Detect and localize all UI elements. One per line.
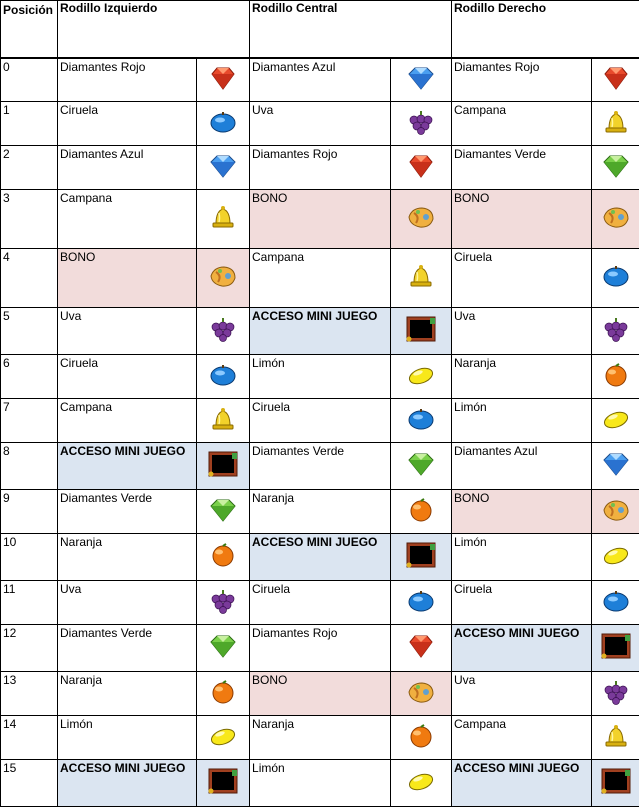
bonus-icon [601, 203, 631, 231]
red-diamond-icon [406, 152, 436, 180]
symbol-label: Diamantes Verde [60, 626, 152, 640]
bell-icon [406, 262, 436, 290]
symbol-label: Limón [454, 400, 487, 414]
grape-icon [208, 315, 238, 343]
mini-game-icon [208, 450, 238, 478]
table-row [1, 672, 639, 716]
right-reel-symbol-cell [452, 490, 592, 534]
symbol-label: ACCESO MINI JUEGO [454, 761, 579, 775]
symbol-label: Ciruela [454, 250, 492, 264]
symbol-label: Naranja [60, 673, 102, 687]
position-cell: 2 [1, 146, 58, 190]
red-diamond-icon [601, 64, 631, 92]
right-reel-icon-cell [592, 146, 639, 190]
left-reel-icon-cell [197, 58, 250, 102]
right-reel-symbol-cell [452, 399, 592, 443]
symbol-label: Uva [252, 103, 273, 117]
right-reel-icon-cell [592, 443, 639, 490]
left-reel-symbol-cell [58, 760, 197, 807]
symbol-label: Ciruela [252, 582, 290, 596]
center-reel-icon-cell [391, 355, 452, 399]
left-reel-icon-cell [197, 249, 250, 308]
left-reel-symbol-cell [58, 581, 197, 625]
symbol-label: BONO [454, 191, 489, 205]
table-row [1, 534, 639, 581]
center-reel-icon-cell [391, 102, 452, 146]
position-cell: 9 [1, 490, 58, 534]
position-cell: 15 [1, 760, 58, 807]
plum-icon [208, 108, 238, 136]
center-reel-icon-cell [391, 58, 452, 102]
lemon-icon [406, 767, 436, 795]
center-reel-symbol-cell [250, 672, 391, 716]
left-reel-symbol-cell [58, 672, 197, 716]
left-reel-icon-cell [197, 581, 250, 625]
left-reel-icon-cell [197, 399, 250, 443]
symbol-label: Uva [60, 582, 81, 596]
center-reel-symbol-cell [250, 716, 391, 760]
left-reel-icon-cell [197, 534, 250, 581]
left-reel-symbol-cell [58, 355, 197, 399]
left-reel-icon-cell [197, 625, 250, 672]
lemon-icon [406, 361, 436, 389]
center-reel-icon-cell [391, 534, 452, 581]
right-reel-symbol-cell [452, 190, 592, 249]
symbol-label: Campana [60, 191, 112, 205]
center-reel-symbol-cell [250, 190, 391, 249]
right-reel-symbol-cell [452, 308, 592, 355]
symbol-label: Naranja [252, 717, 294, 731]
right-reel-icon-cell [592, 399, 639, 443]
symbol-label: Diamantes Rojo [252, 626, 337, 640]
right-reel-icon-cell [592, 716, 639, 760]
right-reel-icon-cell [592, 249, 639, 308]
symbol-label: Diamantes Verde [252, 444, 344, 458]
red-diamond-icon [406, 632, 436, 660]
center-reel-symbol-cell [250, 625, 391, 672]
symbol-label: Ciruela [60, 103, 98, 117]
left-reel-symbol-cell [58, 716, 197, 760]
left-reel-icon-cell [197, 146, 250, 190]
symbol-label: BONO [60, 250, 95, 264]
right-reel-symbol-cell [452, 760, 592, 807]
left-reel-symbol-cell [58, 399, 197, 443]
right-reel-symbol-cell [452, 581, 592, 625]
left-reel-symbol-cell [58, 58, 197, 102]
left-reel-icon-cell [197, 490, 250, 534]
orange-icon [208, 678, 238, 706]
symbol-label: Ciruela [454, 582, 492, 596]
orange-icon [601, 361, 631, 389]
symbol-label: ACCESO MINI JUEGO [252, 535, 377, 549]
position-cell: 1 [1, 102, 58, 146]
left-reel-symbol-cell [58, 190, 197, 249]
grape-icon [208, 587, 238, 615]
green-diamond-icon [406, 450, 436, 478]
green-diamond-icon [208, 632, 238, 660]
bonus-icon [601, 496, 631, 524]
symbol-label: Naranja [454, 356, 496, 370]
right-reel-icon-cell [592, 355, 639, 399]
symbol-label: Limón [252, 356, 285, 370]
center-reel-symbol-cell [250, 760, 391, 807]
left-reel-symbol-cell [58, 625, 197, 672]
symbol-label: Ciruela [252, 400, 290, 414]
symbol-label: BONO [252, 673, 287, 687]
right-reel-icon-cell [592, 625, 639, 672]
left-reel-icon-cell [197, 190, 250, 249]
table-row [1, 716, 639, 760]
right-reel-symbol-cell [452, 716, 592, 760]
right-reel-icon-cell [592, 308, 639, 355]
left-reel-icon-cell [197, 443, 250, 490]
left-reel-icon-cell [197, 760, 250, 807]
position-cell: 13 [1, 672, 58, 716]
symbol-label: Campana [454, 103, 506, 117]
symbol-label: Diamantes Rojo [60, 60, 145, 74]
center-reel-icon-cell [391, 625, 452, 672]
position-cell: 11 [1, 581, 58, 625]
position-cell: 4 [1, 249, 58, 308]
header-right-reel: Rodillo Derecho [452, 1, 639, 58]
symbol-label: Diamantes Rojo [454, 60, 539, 74]
header-row [1, 1, 639, 58]
plum-icon [601, 262, 631, 290]
plum-icon [406, 405, 436, 433]
lemon-icon [208, 722, 238, 750]
symbol-label: Diamantes Rojo [252, 147, 337, 161]
left-reel-symbol-cell [58, 249, 197, 308]
position-cell: 5 [1, 308, 58, 355]
table-row [1, 308, 639, 355]
symbol-label: Uva [60, 309, 81, 323]
left-reel-symbol-cell [58, 102, 197, 146]
mini-game-icon [406, 541, 436, 569]
position-cell: 10 [1, 534, 58, 581]
left-reel-icon-cell [197, 672, 250, 716]
symbol-label: Uva [454, 673, 475, 687]
left-reel-icon-cell [197, 716, 250, 760]
center-reel-symbol-cell [250, 58, 391, 102]
position-cell: 7 [1, 399, 58, 443]
green-diamond-icon [601, 152, 631, 180]
lemon-icon [601, 541, 631, 569]
symbol-label: Campana [252, 250, 304, 264]
right-reel-symbol-cell [452, 672, 592, 716]
symbol-label: ACCESO MINI JUEGO [60, 761, 185, 775]
center-reel-symbol-cell [250, 308, 391, 355]
orange-icon [406, 496, 436, 524]
right-reel-symbol-cell [452, 58, 592, 102]
right-reel-symbol-cell [452, 534, 592, 581]
right-reel-icon-cell [592, 760, 639, 807]
symbol-label: Diamantes Azul [252, 60, 335, 74]
symbol-label: Naranja [252, 491, 294, 505]
reel-body [1, 58, 639, 807]
lemon-icon [601, 405, 631, 433]
position-cell: 3 [1, 190, 58, 249]
center-reel-icon-cell [391, 443, 452, 490]
center-reel-symbol-cell [250, 146, 391, 190]
table-row [1, 490, 639, 534]
mini-game-icon [601, 632, 631, 660]
center-reel-symbol-cell [250, 399, 391, 443]
blue-diamond-icon [406, 64, 436, 92]
table-row [1, 443, 639, 490]
symbol-label: Campana [454, 717, 506, 731]
plum-icon [208, 361, 238, 389]
plum-icon [406, 587, 436, 615]
right-reel-symbol-cell [452, 355, 592, 399]
right-reel-symbol-cell [452, 146, 592, 190]
table-row [1, 146, 639, 190]
mini-game-icon [601, 767, 631, 795]
symbol-label: Limón [454, 535, 487, 549]
position-cell: 14 [1, 716, 58, 760]
center-reel-icon-cell [391, 190, 452, 249]
symbol-label: BONO [454, 491, 489, 505]
center-reel-icon-cell [391, 581, 452, 625]
symbol-label: Ciruela [60, 356, 98, 370]
position-cell: 6 [1, 355, 58, 399]
blue-diamond-icon [208, 152, 238, 180]
center-reel-icon-cell [391, 146, 452, 190]
bonus-icon [208, 262, 238, 290]
table-row [1, 102, 639, 146]
position-cell: 12 [1, 625, 58, 672]
mini-game-icon [406, 315, 436, 343]
center-reel-symbol-cell [250, 581, 391, 625]
left-reel-icon-cell [197, 355, 250, 399]
right-reel-icon-cell [592, 581, 639, 625]
center-reel-symbol-cell [250, 534, 391, 581]
symbol-label: Diamantes Verde [454, 147, 546, 161]
symbol-label: Limón [252, 761, 285, 775]
bonus-icon [406, 203, 436, 231]
header-position: Posición [1, 1, 58, 58]
table-row [1, 190, 639, 249]
blue-diamond-icon [601, 450, 631, 478]
symbol-label: Diamantes Azul [454, 444, 537, 458]
left-reel-icon-cell [197, 308, 250, 355]
header-left-reel: Rodillo Izquierdo [58, 1, 250, 58]
right-reel-symbol-cell [452, 625, 592, 672]
right-reel-symbol-cell [452, 443, 592, 490]
grape-icon [601, 678, 631, 706]
orange-icon [208, 541, 238, 569]
center-reel-symbol-cell [250, 102, 391, 146]
center-reel-icon-cell [391, 249, 452, 308]
right-reel-icon-cell [592, 490, 639, 534]
symbol-label: BONO [252, 191, 287, 205]
symbol-label: Limón [60, 717, 93, 731]
bell-icon [601, 722, 631, 750]
table-row [1, 355, 639, 399]
table-row [1, 581, 639, 625]
center-reel-icon-cell [391, 308, 452, 355]
symbol-label: ACCESO MINI JUEGO [252, 309, 377, 323]
left-reel-symbol-cell [58, 534, 197, 581]
center-reel-icon-cell [391, 490, 452, 534]
right-reel-icon-cell [592, 58, 639, 102]
red-diamond-icon [208, 64, 238, 92]
right-reel-symbol-cell [452, 249, 592, 308]
left-reel-icon-cell [197, 102, 250, 146]
table-row [1, 625, 639, 672]
bonus-icon [406, 678, 436, 706]
right-reel-symbol-cell [452, 102, 592, 146]
center-reel-icon-cell [391, 672, 452, 716]
left-reel-symbol-cell [58, 146, 197, 190]
left-reel-symbol-cell [58, 490, 197, 534]
center-reel-icon-cell [391, 399, 452, 443]
right-reel-icon-cell [592, 534, 639, 581]
right-reel-icon-cell [592, 190, 639, 249]
left-reel-symbol-cell [58, 308, 197, 355]
symbol-label: Uva [454, 309, 475, 323]
center-reel-icon-cell [391, 760, 452, 807]
bell-icon [208, 405, 238, 433]
symbol-label: Diamantes Azul [60, 147, 143, 161]
table-row [1, 249, 639, 308]
table-row [1, 760, 639, 807]
left-reel-symbol-cell [58, 443, 197, 490]
center-reel-icon-cell [391, 716, 452, 760]
center-reel-symbol-cell [250, 443, 391, 490]
table-row [1, 399, 639, 443]
symbol-label: Naranja [60, 535, 102, 549]
symbol-label: ACCESO MINI JUEGO [60, 444, 185, 458]
center-reel-symbol-cell [250, 355, 391, 399]
plum-icon [601, 587, 631, 615]
grape-icon [406, 108, 436, 136]
bell-icon [208, 203, 238, 231]
right-reel-icon-cell [592, 672, 639, 716]
center-reel-symbol-cell [250, 249, 391, 308]
position-cell: 8 [1, 443, 58, 490]
grape-icon [601, 315, 631, 343]
center-reel-symbol-cell [250, 490, 391, 534]
right-reel-icon-cell [592, 102, 639, 146]
green-diamond-icon [208, 496, 238, 524]
symbol-label: Diamantes Verde [60, 491, 152, 505]
bell-icon [601, 108, 631, 136]
mini-game-icon [208, 767, 238, 795]
table-row [1, 58, 639, 102]
header-center-reel: Rodillo Central [250, 1, 452, 58]
orange-icon [406, 722, 436, 750]
symbol-label: Campana [60, 400, 112, 414]
symbol-label: ACCESO MINI JUEGO [454, 626, 579, 640]
position-cell: 0 [1, 58, 58, 102]
